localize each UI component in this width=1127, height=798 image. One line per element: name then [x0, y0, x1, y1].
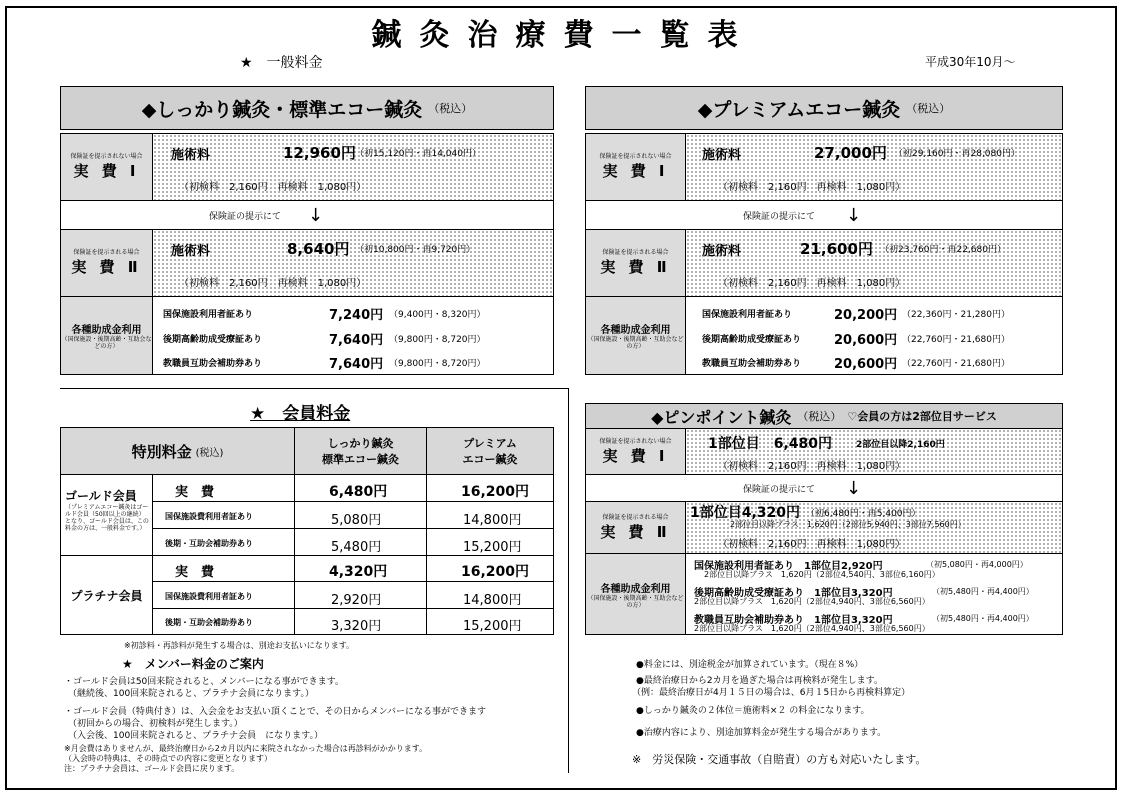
pinpoint-subsidy-detail: （初5,480円・再4,400円） [932, 587, 1034, 596]
subsidy-row-price: 7,640円 [329, 357, 384, 372]
pinpoint-insurance-arrow-row [585, 474, 1063, 502]
member-row-standard-price: 4,320円 [329, 564, 388, 580]
subsidy-row-detail: （22,760円・21,680円） [902, 335, 1010, 345]
section-divider [60, 388, 568, 389]
platinum-member-title: プラチナ会員 [70, 588, 143, 603]
jippi1-fee-detail: （初15,120円・再14,040円） [355, 149, 481, 159]
member-price-title: ★ 会員料金 [250, 404, 351, 424]
member-row-premium-cell [426, 581, 554, 609]
pinpoint-jippi2-content [685, 501, 1063, 554]
member-col-header-special [60, 427, 295, 475]
pinpoint-jippi2-detail: （初6,480円・再5,400円） [806, 509, 921, 519]
pinpoint-jippi1-exam-fees: （初検料 2,160円 再検料 1,080円） [718, 461, 906, 472]
down-arrow-icon: ↓ [846, 477, 862, 499]
premium-jippi2-fee-detail: （初23,760円・再22,680円） [880, 245, 1006, 255]
premium-jippi2-fee-price: 21,600円 [800, 240, 873, 258]
member-guide-line: 注：プラチナ会員は、ゴールド会員に戻ります。 [64, 764, 240, 773]
premium-jippi2-fee-name: 施術料 [702, 244, 742, 259]
premium-jippi1-content [685, 133, 1063, 201]
effective-date: 平成30年10月～ [925, 55, 1016, 69]
subsidy-row-price: 7,240円 [329, 308, 384, 323]
jippi2-fee-detail: （初10,800円・再9,720円） [355, 245, 476, 255]
jippi1-exam-fees: （初検料 2,160円 再検料 1,080円） [179, 182, 367, 193]
pinpoint-jippi1-note: 保険証を提示されない場合 [599, 437, 672, 445]
member-guide-line: ・ゴールド会員は50回来院されると、メンバーになる事ができます。 [64, 677, 344, 687]
platinum-member-label [60, 555, 153, 635]
pinpoint-subsidy-line: 後期高齢助成受療証あり 1部位目3,320円 [694, 588, 893, 599]
member-row-premium-cell [426, 474, 554, 502]
pinpoint-jippi2-line2: 2部位目以降プラス 1,620円（2部位5,940円、3部位7,560円） [730, 520, 966, 529]
member-col-header-premium [426, 427, 554, 475]
note-line: ●しっかり鍼灸の２体位＝施術料×２ の料金になります。 [636, 706, 870, 716]
member-row-name: 後期・互助会補助券あり [165, 618, 253, 627]
member-row-premium-price: 16,200円 [461, 564, 530, 580]
member-row-standard-cell [294, 501, 427, 529]
member-col-header-standard-a: しっかり鍼灸 [327, 437, 394, 450]
member-guide-title: ★ メンバー料金のご案内 [122, 657, 264, 671]
premium-panel-header [585, 86, 1063, 130]
pinpoint-panel-tax: （税込） [797, 410, 842, 423]
pinpoint-subsidy-note: （国保施設・後期高齢・互助会などの方） [587, 594, 684, 609]
member-row-standard-price: 5,480円 [331, 540, 382, 555]
jippi1-label [60, 133, 153, 201]
jippi2-fee-name: 施術料 [171, 244, 211, 259]
pinpoint-jippi1-title: 実 費 Ⅰ [602, 446, 669, 465]
premium-subsidy-content [685, 296, 1063, 375]
member-guide-line: （初回からの場合、初検料が発生します。） [68, 719, 243, 729]
pinpoint-jippi2-exam-fees: （初検料 2,160円 再検料 1,080円） [718, 539, 906, 550]
pinpoint-jippi1-detail: 2部位目以降2,160円 [856, 440, 945, 450]
subsidy-row-price: 20,200円 [834, 308, 898, 323]
pinpoint-panel-title: ◆ピンポイント鍼灸 [651, 407, 792, 427]
jippi2-title: 実 費 Ⅱ [71, 258, 142, 276]
jippi1-fee-name: 施術料 [171, 148, 211, 163]
gold-member-title: ゴールド会員 [65, 489, 137, 503]
premium-subsidy-title: 各種助成金利用 [600, 325, 671, 336]
member-row-name: 国保施設費利用者証あり [165, 592, 253, 601]
jippi2-label [60, 229, 153, 297]
member-row-standard-cell [294, 608, 427, 635]
member-col-header-standard-b: 標準エコー鍼灸 [322, 453, 399, 466]
pinpoint-panel-header [585, 403, 1063, 429]
jippi2-content [152, 229, 554, 297]
subsidy-title: 各種助成金利用 [71, 325, 142, 336]
pinpoint-insurance-arrow-text: 保険証の提示にて [743, 484, 816, 495]
pinpoint-jippi1-main: 1部位目 6,480円 [708, 436, 833, 452]
member-guide-line: （入会時の特典は、その時点での内容に変更となります） [64, 754, 272, 763]
member-row-name: 後期・互助会補助券あり [165, 539, 253, 548]
member-row-premium-cell [426, 608, 554, 635]
member-row-standard-cell [294, 528, 427, 556]
member-row-standard-price: 2,920円 [331, 593, 382, 608]
note-line: （例：最終治療日が4月１５日の場合は、6月１5日から再検料算定） [632, 688, 911, 698]
member-row-premium-cell [426, 501, 554, 529]
premium-jippi1-exam-fees: （初検料 2,160円 再検料 1,080円） [718, 182, 906, 193]
pinpoint-subsidy-line: 2部位目以降プラス 1,620円（2部位4,940円、3部位6,560円） [694, 624, 930, 633]
pinpoint-jippi2-main: 1部位目4,320円 [690, 505, 801, 521]
premium-jippi1-fee-name: 施術料 [702, 148, 742, 163]
premium-jippi1-note: 保険証を提示されない場合 [599, 153, 672, 160]
jippi1-note: 保険証を提示されない場合 [70, 153, 143, 160]
down-arrow-icon: ↓ [846, 204, 862, 226]
premium-jippi1-label [585, 133, 686, 201]
premium-jippi2-title: 実 費 Ⅱ [600, 258, 671, 276]
jippi1-content [152, 133, 554, 201]
member-guide-line: ※月会費はありませんが、最終治療日から2カ月以内に来院されなかった場合は再診料がかかります。 [64, 744, 428, 753]
premium-jippi2-content [685, 229, 1063, 297]
member-row-premium-cell [426, 528, 554, 556]
member-col-header-premium-a: プレミアム [463, 437, 517, 450]
premium-subsidy-note: （国保施設・後期高齢・互助会などの方） [587, 336, 684, 350]
subsidy-row-detail: （9,800円・8,720円） [389, 335, 486, 345]
pinpoint-subsidy-label [585, 553, 686, 635]
member-row-standard-price: 6,480円 [329, 484, 388, 500]
jippi1-title: 実 費 Ⅰ [73, 162, 140, 180]
insurance-arrow-text: 保険証の提示にて [209, 211, 282, 222]
premium-subsidy-label [585, 296, 686, 375]
member-row-name: 国保施設費利用者証あり [165, 512, 253, 521]
standard-panel-header [60, 86, 554, 130]
page-title: 鍼灸治療費一覧表 [371, 18, 756, 53]
member-row-label [152, 501, 295, 529]
member-footnote: ※初診料・再診料が発生する場合は、別途お支払いになります。 [124, 641, 355, 650]
pinpoint-subsidy-detail: （初5,080円・再4,000円） [926, 560, 1028, 569]
member-row-standard-cell [294, 555, 427, 582]
member-guide-line: ・ゴールド会員（特典付き）は、入会金をお支払い頂くことで、その日からメンバーになる事ができます [64, 707, 487, 717]
member-row-standard-cell [294, 581, 427, 609]
subsidy-row-name: 国保施設利用者証あり [163, 310, 254, 320]
member-row-premium-price: 14,800円 [463, 593, 522, 608]
down-arrow-icon: ↓ [308, 204, 324, 226]
jippi2-note: 保険証を提示される場合 [73, 249, 140, 256]
member-row-label [152, 528, 295, 556]
pinpoint-jippi1-label [585, 428, 686, 475]
note-line: ●最終治療日から2カ月を過ぎた場合は再検料が発生します。 [636, 676, 883, 686]
gold-member-note: （プレミアムエコー鍼灸はゴールド会員（50回以上の継続）となり、ゴールド会員は、この料金の方は、一般料金です。） [65, 504, 149, 532]
section-divider [568, 388, 569, 773]
rousai-note: ※ 労災保険・交通事故（自賠責）の方も対応いたします。 [632, 753, 927, 766]
pinpoint-jippi2-label [585, 501, 686, 554]
pinpoint-subsidy-line: 教職員互助会補助券あり 1部位目3,320円 [694, 615, 893, 626]
premium-jippi1-title: 実 費 Ⅰ [602, 162, 669, 180]
premium-jippi1-fee-price: 27,000円 [814, 144, 887, 162]
member-row-label [152, 608, 295, 635]
premium-jippi1-fee-detail: （初29,160円・再28,080円） [894, 149, 1020, 159]
insurance-arrow-row [60, 200, 554, 230]
member-row-label [152, 555, 295, 582]
jippi1-fee-price: 12,960円 [283, 144, 356, 162]
premium-insurance-arrow-text: 保険証の提示にて [743, 211, 816, 222]
premium-jippi2-label [585, 229, 686, 297]
note-line: ●料金には、別途税金が加算されています。（現在８%） [636, 660, 864, 670]
pinpoint-subsidy-line: 国保施設利用者証あり 1部位目2,920円 [694, 561, 883, 572]
member-guide-line: （入会後、100回来院されると、プラチナ会員 になります。） [68, 731, 323, 741]
member-row-name: 実 費 [175, 485, 215, 500]
premium-jippi2-exam-fees: （初検料 2,160円 再検料 1,080円） [718, 278, 906, 289]
pinpoint-subsidy-line: 2部位目以降プラス 1,620円（2部位4,540円、3部位6,160円） [704, 570, 940, 579]
jippi2-fee-price: 8,640円 [287, 240, 350, 258]
member-col-header-standard [294, 427, 427, 475]
member-row-premium-price: 14,800円 [463, 513, 522, 528]
member-row-label [152, 581, 295, 609]
member-row-standard-price: 3,320円 [331, 619, 382, 634]
member-col-header-special-text: 特別料金 [131, 442, 192, 461]
subsidy-row-detail: （9,800円・8,720円） [389, 359, 486, 369]
pinpoint-subsidy-detail: （初5,480円・再4,400円） [932, 614, 1034, 623]
subsidy-row-name: 教職員互助会補助券あり [702, 359, 802, 369]
member-col-header-tax: (税込) [195, 447, 224, 459]
subsidy-row-detail: （22,360円・21,280円） [902, 310, 1010, 320]
gold-member-label [60, 474, 153, 556]
general-price-label: ★ 一般料金 [240, 55, 323, 71]
subsidy-row-name: 後期高齢助成受療証あり [702, 335, 802, 345]
subsidy-row-detail: （22,760円・21,680円） [902, 359, 1010, 369]
subsidy-row-name: 教職員互助会補助券あり [163, 359, 263, 369]
subsidy-row-price: 20,600円 [834, 333, 898, 348]
premium-panel-tax: （税込） [906, 102, 951, 115]
member-row-premium-price: 15,200円 [463, 619, 522, 634]
member-guide-line: （継続後、100回来院されると、プラチナ会員になります。） [68, 689, 314, 699]
member-row-label [152, 474, 295, 502]
pinpoint-member-service: ♡会員の方は2部位目サービス [847, 410, 997, 423]
member-row-premium-price: 16,200円 [461, 484, 530, 500]
jippi2-exam-fees: （初検料 2,160円 再検料 1,080円） [179, 278, 367, 289]
premium-insurance-arrow-row [585, 200, 1063, 230]
pinpoint-subsidy-title: 各種助成金利用 [600, 583, 671, 595]
subsidy-label [60, 296, 153, 375]
member-col-header-premium-b: エコー鍼灸 [462, 453, 518, 466]
member-row-name: 実 費 [175, 565, 215, 580]
standard-panel-tax: （税込） [428, 102, 473, 115]
member-row-premium-cell [426, 555, 554, 582]
subsidy-row-price: 7,640円 [329, 333, 384, 348]
subsidy-row-name: 国保施設利用者証あり [702, 310, 793, 320]
subsidy-row-detail: （9,400円・8,320円） [389, 310, 486, 320]
pinpoint-jippi2-note: 保険証を提示される場合 [602, 513, 669, 521]
subsidy-note: （国保施設・後期高齢・互助会などの方） [61, 336, 152, 350]
pinpoint-subsidy-content [685, 553, 1063, 635]
member-row-premium-price: 15,200円 [463, 540, 522, 555]
subsidy-row-price: 20,600円 [834, 357, 898, 372]
member-row-standard-price: 5,080円 [331, 513, 382, 528]
premium-jippi2-note: 保険証を提示される場合 [602, 249, 669, 256]
standard-panel-title: ◆しっかり鍼灸・標準エコー鍼灸 [141, 98, 423, 121]
pinpoint-subsidy-line: 2部位目以降プラス 1,620円（2部位4,940円、3部位6,560円） [694, 597, 930, 606]
pinpoint-jippi2-title: 実 費 Ⅱ [600, 522, 671, 541]
subsidy-row-name: 後期高齢助成受療証あり [163, 335, 263, 345]
member-row-standard-cell [294, 474, 427, 502]
premium-panel-title: ◆プレミアムエコー鍼灸 [697, 98, 901, 121]
note-line: ●治療内容により、別途加算料金が発生する場合があります。 [636, 728, 887, 738]
subsidy-content [152, 296, 554, 375]
pinpoint-jippi1-content [685, 428, 1063, 475]
